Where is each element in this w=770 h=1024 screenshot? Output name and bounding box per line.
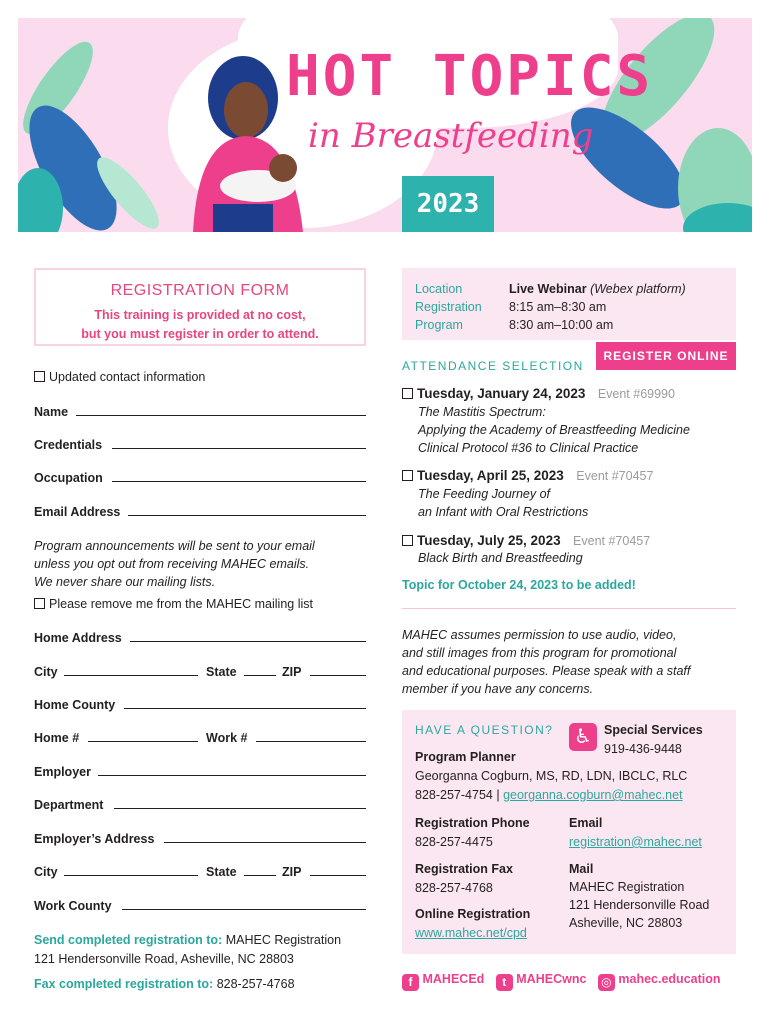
special-services-phone: 919-436-9448 xyxy=(604,742,682,756)
program-time-value: 8:30 am–10:00 am xyxy=(509,318,614,332)
planner-name: Georganna Cogburn, MS, RD, LDN, IBCLC, RLC xyxy=(415,769,688,783)
location-label: Location xyxy=(415,282,463,296)
planner-label: Program Planner xyxy=(415,750,516,764)
mail-contact xyxy=(569,860,709,932)
instagram-icon: ◎ xyxy=(598,974,615,991)
work-zip-field[interactable] xyxy=(310,875,366,876)
zip-label: ZIP xyxy=(282,665,302,679)
banner-subtitle: in Breastfeeding xyxy=(308,116,594,156)
checkbox-icon[interactable] xyxy=(402,535,413,546)
mail-line: Asheville, NC 28803 xyxy=(569,916,683,930)
facebook-link[interactable] xyxy=(402,972,485,989)
location-bold: Live Webinar xyxy=(509,282,587,296)
program-time-label: Program xyxy=(415,318,463,332)
email-notice xyxy=(34,537,315,591)
work-zip-label: ZIP xyxy=(282,865,302,879)
work-phone-field[interactable] xyxy=(256,741,366,742)
event-number: Event #69990 xyxy=(597,387,675,401)
department-field[interactable] xyxy=(114,808,366,809)
checkbox-label: Updated contact information xyxy=(49,370,206,384)
registration-title: REGISTRATION FORM xyxy=(110,282,290,299)
location-italic: (Webex platform) xyxy=(590,282,686,296)
notice-line: unless you opt out from receiving MAHEC emails. xyxy=(34,557,310,571)
reg-fax-label: Registration Fax xyxy=(415,862,513,876)
home-phone-label: Home # xyxy=(34,731,80,745)
question-heading: HAVE A QUESTION? xyxy=(415,723,554,737)
twitter-link[interactable] xyxy=(496,972,587,989)
online-label: Online Registration xyxy=(415,907,531,921)
permission-line: and educational purposes. Please speak with a staff xyxy=(402,664,691,678)
event-desc-line: Clinical Protocol #36 to Clinical Practice xyxy=(418,441,639,455)
registration-phone xyxy=(415,814,530,852)
location-value xyxy=(509,280,686,298)
event-description-1 xyxy=(418,403,690,457)
send-label: Send completed registration to: xyxy=(34,933,223,947)
info-labels xyxy=(415,280,482,334)
email-contact-label: Email xyxy=(569,816,603,830)
occupation-field[interactable] xyxy=(112,481,366,482)
attendance-heading: ATTENDANCE SELECTION xyxy=(402,359,584,373)
event-option-1[interactable] xyxy=(402,385,675,403)
email-field[interactable] xyxy=(128,515,366,516)
online-registration xyxy=(415,905,530,943)
fax-label: Fax completed registration to: xyxy=(34,977,214,991)
work-state-field[interactable] xyxy=(244,875,276,876)
banner-title: HOT TOPICS xyxy=(286,44,654,109)
event-option-2[interactable] xyxy=(402,467,653,485)
online-registration-link[interactable]: www.mahec.net/cpd xyxy=(415,926,527,940)
reg-phone-value: 828-257-4475 xyxy=(415,835,493,849)
work-county-label: Work County xyxy=(34,899,112,913)
event-description-3 xyxy=(418,549,583,567)
event-desc-line: The Feeding Journey of xyxy=(418,487,551,501)
twitter-icon: t xyxy=(496,974,513,991)
checkbox-icon[interactable] xyxy=(34,598,45,609)
event-desc-line: Applying the Academy of Breastfeeding Medicine xyxy=(418,423,690,437)
home-county-label: Home County xyxy=(34,698,116,712)
work-city-label: City xyxy=(34,865,58,879)
notice-line: Program announcements will be sent to your email xyxy=(34,539,315,553)
event-number: Event #70457 xyxy=(573,534,651,548)
name-label: Name xyxy=(34,405,69,419)
registration-subtitle xyxy=(36,306,364,344)
event-option-3[interactable] xyxy=(402,532,650,550)
event-number: Event #70457 xyxy=(576,469,654,483)
event-date: Tuesday, April 25, 2023 xyxy=(417,468,564,483)
employer-address-label: Employer’s Address xyxy=(34,832,155,846)
accessibility-icon: ♿ xyxy=(569,723,597,751)
work-state-label: State xyxy=(206,865,237,879)
employer-field[interactable] xyxy=(98,775,366,776)
permission-line: MAHEC assumes permission to use audio, video, xyxy=(402,628,677,642)
checkbox-label: Please remove me from the MAHEC mailing list xyxy=(49,597,313,611)
city-label: City xyxy=(34,665,58,679)
hero-banner xyxy=(18,18,752,232)
planner-email-link[interactable]: georganna.cogburn@mahec.net xyxy=(503,788,683,802)
social-links xyxy=(402,972,721,991)
mail-line: MAHEC Registration xyxy=(569,880,685,894)
state-field[interactable] xyxy=(244,675,276,676)
facebook-handle: MAHECEd xyxy=(422,972,485,986)
event-date: Tuesday, July 25, 2023 xyxy=(417,533,561,548)
mail-label: Mail xyxy=(569,862,594,876)
registration-fax xyxy=(415,860,513,898)
program-info-box xyxy=(402,268,736,340)
home-address-field[interactable] xyxy=(130,641,366,642)
home-address-label: Home Address xyxy=(34,631,122,645)
event-date: Tuesday, January 24, 2023 xyxy=(417,386,586,401)
work-phone-label: Work # xyxy=(206,731,248,745)
email-label: Email Address xyxy=(34,505,121,519)
state-label: State xyxy=(206,665,237,679)
occupation-label: Occupation xyxy=(34,471,103,485)
october-note: Topic for October 24, 2023 to be added! xyxy=(402,578,636,592)
email-contact-link[interactable]: registration@mahec.net xyxy=(569,835,702,849)
twitter-handle: MAHECwnc xyxy=(516,972,587,986)
permission-line: member if you have any concerns. xyxy=(402,682,594,696)
remove-mailing-checkbox[interactable] xyxy=(34,597,313,611)
registration-subtitle-line: but you must register in order to attend. xyxy=(81,327,319,341)
instagram-handle: mahec.education xyxy=(618,972,721,986)
checkbox-icon[interactable] xyxy=(402,470,413,481)
event-description-2 xyxy=(418,485,588,521)
home-phone-field[interactable] xyxy=(88,741,198,742)
register-online-button[interactable]: REGISTER ONLINE xyxy=(596,342,736,370)
registration-time-value: 8:15 am–8:30 am xyxy=(509,300,607,314)
checkbox-icon[interactable] xyxy=(402,388,413,399)
question-box xyxy=(402,710,736,954)
mail-line: 121 Hendersonville Road xyxy=(569,898,710,912)
notice-line: We never share our mailing lists. xyxy=(34,575,216,589)
work-city-field[interactable] xyxy=(64,875,198,876)
send-instructions xyxy=(34,931,341,969)
event-desc-line: an Infant with Oral Restrictions xyxy=(418,505,589,519)
credentials-label: Credentials xyxy=(34,438,103,452)
special-services-label: Special Services xyxy=(604,723,703,737)
facebook-icon: f xyxy=(402,974,419,991)
send-address-name: MAHEC Registration xyxy=(225,933,342,947)
registration-subtitle-line: This training is provided at no cost, xyxy=(94,308,306,322)
city-field[interactable] xyxy=(64,675,198,676)
reg-fax-value: 828-257-4768 xyxy=(415,881,493,895)
employer-label: Employer xyxy=(34,765,91,779)
permission-notice xyxy=(402,626,690,698)
program-planner xyxy=(415,748,687,805)
checkbox-icon[interactable] xyxy=(34,371,45,382)
registration-email xyxy=(569,814,702,852)
fax-instructions xyxy=(34,977,295,991)
send-address: 121 Hendersonville Road, Asheville, NC 28803 xyxy=(34,952,294,966)
year-badge: 2023 xyxy=(402,176,494,232)
work-county-field[interactable] xyxy=(122,909,366,910)
instagram-link[interactable] xyxy=(598,972,721,989)
planner-contact xyxy=(415,786,687,805)
registration-time-label: Registration xyxy=(415,300,482,314)
name-field[interactable] xyxy=(76,415,366,416)
credentials-field[interactable] xyxy=(112,448,366,449)
updated-contact-checkbox[interactable] xyxy=(34,370,205,384)
registration-header-box xyxy=(34,268,366,346)
home-county-field[interactable] xyxy=(124,708,366,709)
zip-field[interactable] xyxy=(310,675,366,676)
planner-phone: 828-257-4754 | xyxy=(415,788,500,802)
reg-phone-label: Registration Phone xyxy=(415,816,530,830)
event-desc-line: Black Birth and Breastfeeding xyxy=(418,551,583,565)
employer-address-field[interactable] xyxy=(164,842,366,843)
info-values xyxy=(509,280,686,334)
department-label: Department xyxy=(34,798,104,812)
permission-line: and still images from this program for promotional xyxy=(402,646,677,660)
fax-value: 828-257-4768 xyxy=(216,977,295,991)
section-divider xyxy=(402,608,736,609)
event-desc-line: The Mastitis Spectrum: xyxy=(418,405,546,419)
